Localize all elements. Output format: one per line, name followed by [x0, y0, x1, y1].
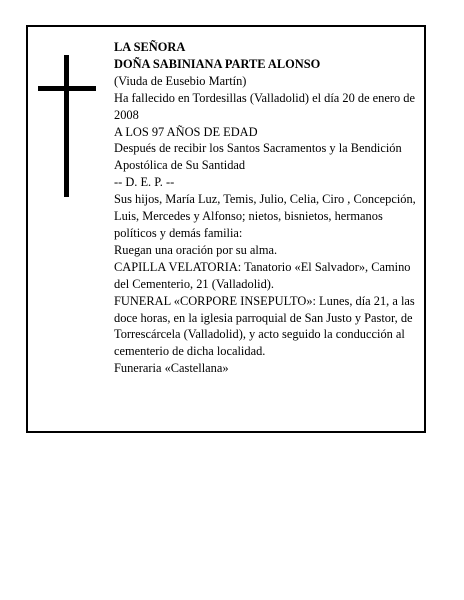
cross-horizontal-bar: [38, 86, 96, 91]
sacraments-line: Después de recibir los Santos Sacramentos y la Bendición Apostólica de Su Santidad: [114, 141, 402, 173]
death-announcement: Ha fallecido en Tordesillas (Valladolid) el día 20 de enero de 2008: [114, 90, 415, 122]
dep-line: -- D. E. P. --: [114, 175, 175, 190]
prayer-line: Ruegan una oración por su alma.: [114, 242, 278, 257]
widow-of-line: (Viuda de Eusebio Martín): [114, 73, 247, 88]
cross-vertical-bar: [64, 55, 69, 197]
funeral-line: FUNERAL «CORPORE INSEPULTO»: Lunes, día 21, a las doce horas, en la iglesia parroquial de San Justo y Pastor, de Torrescárcela (Valladolid), y acto seguido la conducción al cementerio de dicha localidad.: [114, 293, 415, 359]
notice-text-block: [114, 39, 422, 377]
deceased-name: DOÑA SABINIANA PARTE ALONSO: [114, 56, 321, 71]
latin-cross-icon: [38, 55, 96, 197]
chapel-line: CAPILLA VELATORIA: Tanatorio «El Salvador», Camino del Cementerio, 21 (Valladolid).: [114, 259, 411, 291]
funeral-home-line: Funeraria «Castellana»: [114, 361, 229, 376]
obituary-notice: [26, 25, 426, 433]
age-line: A LOS 97 AÑOS DE EDAD: [114, 124, 258, 139]
notice-title: LA SEÑORA: [114, 40, 186, 54]
family-line: Sus hijos, María Luz, Temis, Julio, Celia, Ciro , Concepción, Luis, Mercedes y Alfonso; nietos, bisnietos, hermanos políticos y demás familia:: [114, 192, 416, 240]
